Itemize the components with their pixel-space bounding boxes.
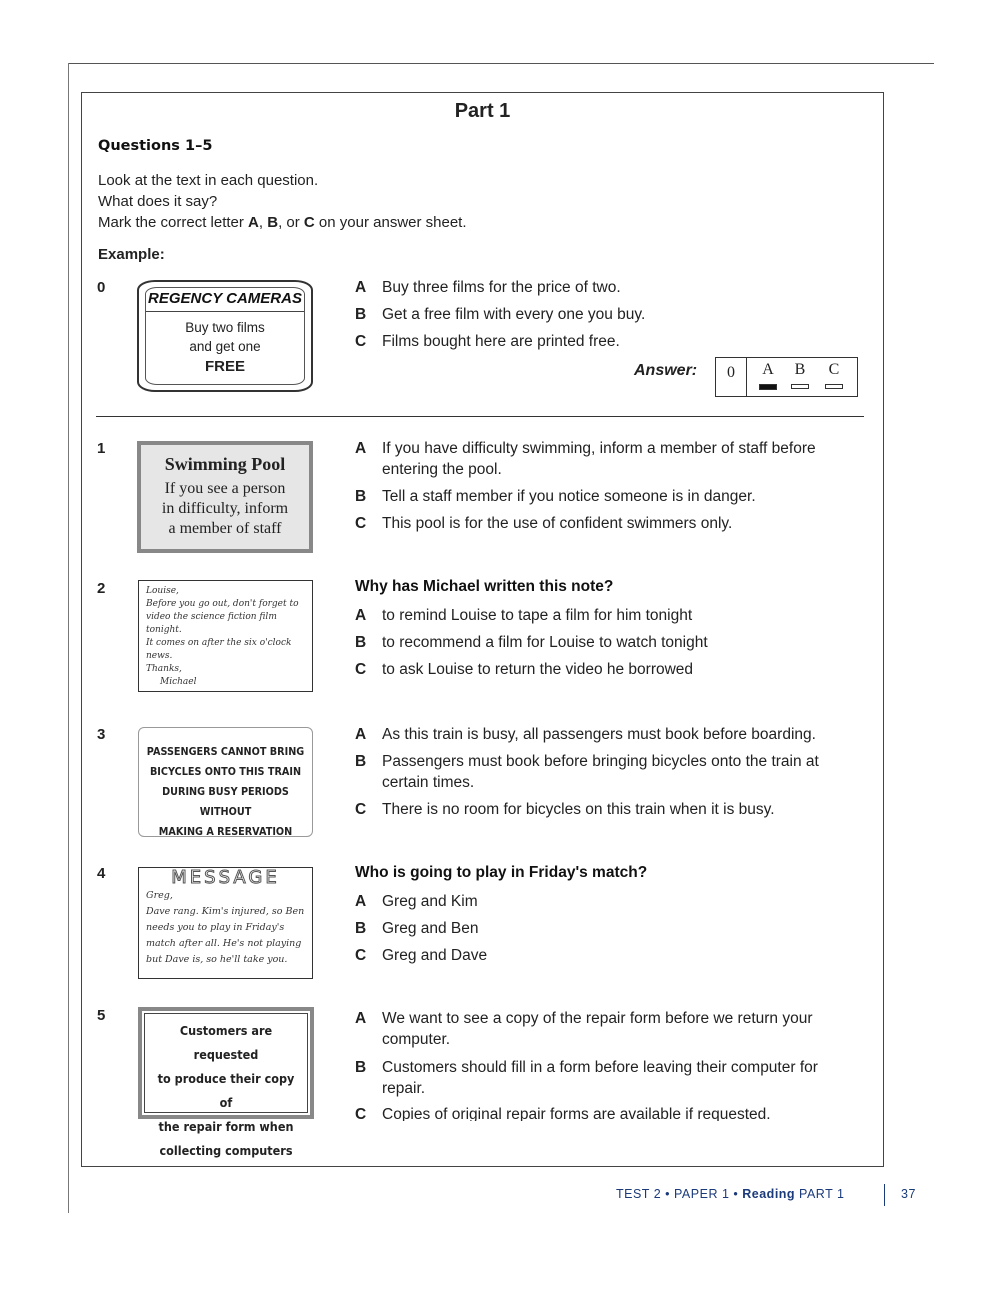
option-text: to ask Louise to return the video he borrowed xyxy=(382,661,694,678)
question-prompt: Why has Michael written this note? xyxy=(355,578,614,595)
notice-line: to produce their copy of xyxy=(157,1071,295,1110)
option-c xyxy=(355,1104,850,1121)
option-b xyxy=(355,918,850,939)
option-a xyxy=(355,891,850,912)
note-line: but Dave is, so he'll take you. xyxy=(146,954,288,965)
instruction-line: Look at the text in each question. xyxy=(98,172,319,189)
option-b xyxy=(355,1057,850,1099)
note-line: match after all. He's not playing xyxy=(146,938,302,949)
note-line: needs you to play in Friday's xyxy=(146,922,285,933)
option-letter: C xyxy=(355,947,367,964)
notice-text xyxy=(141,479,309,539)
option-letter: A xyxy=(355,726,367,743)
answer-grid xyxy=(715,357,858,397)
answer-letter: A xyxy=(762,361,774,378)
option-c xyxy=(355,799,850,820)
note-signature: Michael xyxy=(160,677,197,687)
option-b xyxy=(355,304,850,325)
note-line: Thanks, xyxy=(146,664,182,674)
notice-line: and get one xyxy=(189,339,261,354)
option-letter: A xyxy=(355,893,367,910)
option-text: Customers should fill in a form before leaving their computer for repair. xyxy=(382,1059,818,1097)
option-c xyxy=(355,659,850,680)
option-letter: A xyxy=(355,1010,367,1027)
option-text: to remind Louise to tape a film for him tonight xyxy=(382,607,693,624)
option-letter: A xyxy=(355,440,367,457)
option-text: Passengers must book before bringing bicycles onto the train at certain times. xyxy=(382,753,819,791)
option-text: We want to see a copy of the repair form before we return your computer. xyxy=(382,1010,813,1048)
notice-inner-border xyxy=(145,287,305,385)
option-letter: C xyxy=(355,333,367,350)
option-letter: C xyxy=(355,801,367,818)
option-letter: B xyxy=(355,920,367,937)
answer-label: Answer: xyxy=(634,362,698,379)
footer-separator xyxy=(884,1184,885,1206)
answer-letter: C xyxy=(828,361,840,378)
option-text: Greg and Ben xyxy=(382,920,479,937)
option-a xyxy=(355,438,850,480)
questions-heading: Questions 1–5 xyxy=(98,138,213,154)
notice-heading: Swimming Pool xyxy=(164,454,286,474)
notice-swimming-pool xyxy=(137,441,313,553)
option-text: to recommend a film for Louise to watch tonight xyxy=(382,634,708,651)
footer-label xyxy=(616,1187,844,1201)
option-text: This pool is for the use of confident swimmers only. xyxy=(382,515,733,532)
option-c xyxy=(355,945,850,966)
answer-bubble xyxy=(791,384,809,389)
notice-handwritten-note xyxy=(138,580,313,692)
notice-line: PASSENGERS CANNOT BRING xyxy=(146,746,305,758)
option-text: Tell a staff member if you notice someone is in danger. xyxy=(382,488,756,505)
notice-message xyxy=(138,867,313,979)
answer-choice-c xyxy=(823,361,845,389)
answer-letter: B xyxy=(794,361,806,378)
answer-choice-b xyxy=(789,361,811,389)
notice-train-bicycles xyxy=(138,727,313,837)
footer-test: TEST 2 xyxy=(616,1187,662,1201)
question-number: 5 xyxy=(97,1007,106,1024)
option-letter: A xyxy=(355,279,367,296)
note-line: news. xyxy=(146,651,173,661)
notice-text xyxy=(146,742,305,842)
answer-number: 0 xyxy=(716,358,747,396)
notice-line: in difficulty, inform xyxy=(161,500,289,517)
option-a xyxy=(355,277,850,298)
option-letter: B xyxy=(355,488,367,505)
note-line: Before you go out, don't forget to xyxy=(146,599,299,609)
instruction-line: Mark the correct letter A, B, or C on your answer sheet. xyxy=(98,214,467,231)
option-a xyxy=(355,1008,850,1050)
notice-line: Buy two films xyxy=(185,320,265,335)
example-label: Example: xyxy=(98,246,165,263)
option-c xyxy=(355,331,850,352)
question-number: 3 xyxy=(97,726,106,743)
page-left-rule xyxy=(68,63,69,1213)
notice-line: collecting computers xyxy=(159,1143,293,1158)
notice-line: MAKING A RESERVATION xyxy=(158,826,293,838)
footer-paper: PAPER 1 xyxy=(674,1187,730,1201)
option-text: There is no room for bicycles on this train when it is busy. xyxy=(382,801,775,818)
option-text: Greg and Kim xyxy=(382,893,478,910)
option-text: Get a free film with every one you buy. xyxy=(382,306,646,323)
note-line: Dave rang. Kim's injured, so Ben xyxy=(146,906,305,917)
notice-line: BICYCLES ONTO THIS TRAIN xyxy=(149,766,302,778)
note-line: video the science fiction film tonight. xyxy=(146,612,277,635)
option-letter: C xyxy=(355,515,367,532)
question-number: 0 xyxy=(97,279,106,296)
notice-regency-cameras xyxy=(137,280,313,392)
option-letter: B xyxy=(355,753,367,770)
option-b xyxy=(355,486,850,507)
question-number: 2 xyxy=(97,580,106,597)
page-top-rule xyxy=(68,63,934,64)
cutoff-option-wrapper xyxy=(355,1104,855,1121)
page-number: 37 xyxy=(901,1187,916,1201)
notice-highlight: FREE xyxy=(204,358,245,375)
notice-heading: MESSAGE xyxy=(171,867,280,888)
notice-heading: REGENCY CAMERAS xyxy=(148,290,302,307)
option-text: Greg and Dave xyxy=(382,947,488,964)
answer-choice-a xyxy=(757,361,779,390)
notice-line: Customers are requested xyxy=(179,1023,273,1062)
option-letter: C xyxy=(355,1106,367,1121)
question-prompt: Who is going to play in Friday's match? xyxy=(355,864,648,881)
footer-dot: • xyxy=(665,1187,671,1201)
note-line: It comes on after the six o'clock xyxy=(146,638,292,648)
instruction-line: What does it say? xyxy=(98,193,218,210)
footer-dot: • xyxy=(733,1187,739,1201)
option-text: Buy three films for the price of two. xyxy=(382,279,621,296)
notice-line: DURING BUSY PERIODS WITHOUT xyxy=(162,786,289,818)
answer-bubble xyxy=(825,384,843,389)
answer-bubble-filled xyxy=(759,384,777,390)
option-b xyxy=(355,632,850,653)
notice-line: If you see a person xyxy=(164,480,286,497)
option-letter: B xyxy=(355,634,367,651)
option-c xyxy=(355,513,850,534)
option-text: Copies of original repair forms are available if requested. xyxy=(382,1106,771,1121)
example-divider xyxy=(96,416,864,417)
option-text: Films bought here are printed free. xyxy=(382,333,620,350)
option-a xyxy=(355,605,850,626)
option-text: As this train is busy, all passengers must book before boarding. xyxy=(382,726,816,743)
option-letter: B xyxy=(355,1059,367,1076)
page-title: Part 1 xyxy=(454,100,511,122)
question-number: 4 xyxy=(97,865,106,882)
question-number: 1 xyxy=(97,440,106,457)
option-a xyxy=(355,724,850,745)
option-letter: C xyxy=(355,661,367,678)
notice-line: the repair form when xyxy=(158,1119,294,1134)
notice-repair-form xyxy=(138,1007,314,1158)
note-line: Greg, xyxy=(146,890,173,901)
option-text: If you have difficulty swimming, inform a member of staff before entering the pool. xyxy=(382,440,816,478)
option-letter: B xyxy=(355,306,367,323)
option-b xyxy=(355,751,850,793)
option-letter: A xyxy=(355,607,367,624)
footer-section: Reading xyxy=(742,1187,796,1201)
note-line: Louise, xyxy=(146,586,179,596)
notice-line: a member of staff xyxy=(168,520,282,537)
footer-part: PART 1 xyxy=(799,1187,845,1201)
notice-text xyxy=(150,1019,301,1163)
